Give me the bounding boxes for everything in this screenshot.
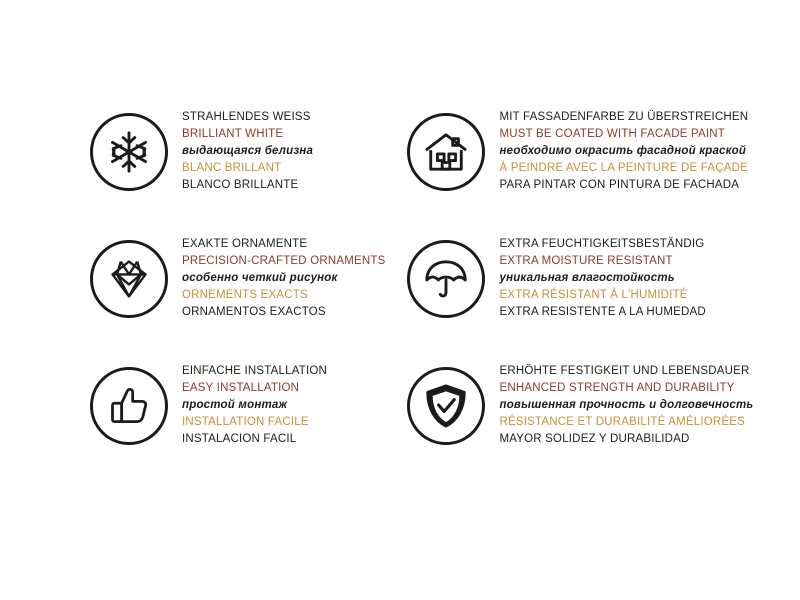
feature-label-ru: простой монтаж — [182, 399, 288, 411]
feature-label-de: MIT FASSADENFARBE ZU ÜBERSTREICHEN — [499, 111, 749, 123]
feature-label-de: STRAHLENDES WEISS — [182, 111, 311, 123]
feature-item — [90, 110, 385, 193]
house-icon — [407, 113, 485, 191]
feature-label-es: PARA PINTAR CON PINTURA DE FACHADA — [499, 179, 740, 191]
feature-label-en: ENHANCED STRENGTH AND DURABILITY — [499, 382, 735, 394]
feature-item — [407, 237, 753, 320]
feature-item — [407, 110, 753, 193]
feature-text-block — [182, 364, 327, 447]
feature-label-ru: особенно четкий рисунок — [182, 272, 338, 284]
shield-check-icon — [407, 367, 485, 445]
feature-text-block — [499, 110, 748, 193]
feature-label-en: EXTRA MOISTURE RESISTANT — [499, 255, 673, 267]
feature-label-fr: RÉSISTANCE ET DURABILITÉ AMÉLIORÉES — [499, 416, 746, 428]
feature-label-fr: INSTALLATION FACILE — [182, 416, 309, 428]
feature-item — [90, 364, 385, 447]
feature-text-block — [499, 364, 753, 447]
feature-label-de: EINFACHE INSTALLATION — [182, 365, 327, 377]
feature-label-fr: BLANC BRILLANT — [182, 162, 282, 174]
feature-label-fr: ORNEMENTS EXACTS — [182, 289, 308, 301]
feature-text-block — [182, 110, 313, 193]
feature-item — [407, 364, 753, 447]
feature-label-de: ERHÖHTE FESTIGKEIT UND LEBENSDAUER — [499, 365, 750, 377]
feature-label-es: INSTALACION FACIL — [182, 433, 297, 445]
feature-label-es: BLANCO BRILLANTE — [182, 179, 299, 191]
feature-label-fr: EXTRA RÉSISTANT À L'HUMIDITÉ — [499, 289, 688, 301]
feature-item — [90, 237, 385, 320]
feature-label-de: EXAKTE ORNAMENTE — [182, 238, 308, 250]
feature-label-en: PRECISION-CRAFTED ORNAMENTS — [182, 255, 386, 267]
umbrella-icon — [407, 240, 485, 318]
feature-label-en: MUST BE COATED WITH FACADE PAINT — [499, 128, 726, 140]
thumbs-up-icon — [90, 367, 168, 445]
feature-label-ru: необходимо окрасить фасадной краской — [499, 145, 747, 157]
feature-text-block — [182, 237, 385, 320]
feature-label-es: ORNAMENTOS EXACTOS — [182, 306, 326, 318]
feature-label-fr: À PEINDRE AVEC LA PEINTURE DE FAÇADE — [499, 162, 749, 174]
feature-label-ru: выдающаяся белизна — [182, 145, 314, 157]
feature-label-en: BRILLIANT WHITE — [182, 128, 284, 140]
feature-grid — [90, 110, 754, 447]
feature-text-block — [499, 237, 705, 320]
feature-label-es: EXTRA RESISTENTE A LA HUMEDAD — [499, 306, 706, 318]
feature-label-ru: повышенная прочность и долговечность — [499, 399, 754, 411]
snowflake-icon — [90, 113, 168, 191]
diamond-icon — [90, 240, 168, 318]
feature-label-es: MAYOR SOLIDEZ Y DURABILIDAD — [499, 433, 690, 445]
feature-label-ru: уникальная влагостойкость — [499, 272, 675, 284]
feature-label-en: EASY INSTALLATION — [182, 382, 300, 394]
feature-label-de: EXTRA FEUCHTIGKEITSBESTÄNDIG — [499, 238, 705, 250]
